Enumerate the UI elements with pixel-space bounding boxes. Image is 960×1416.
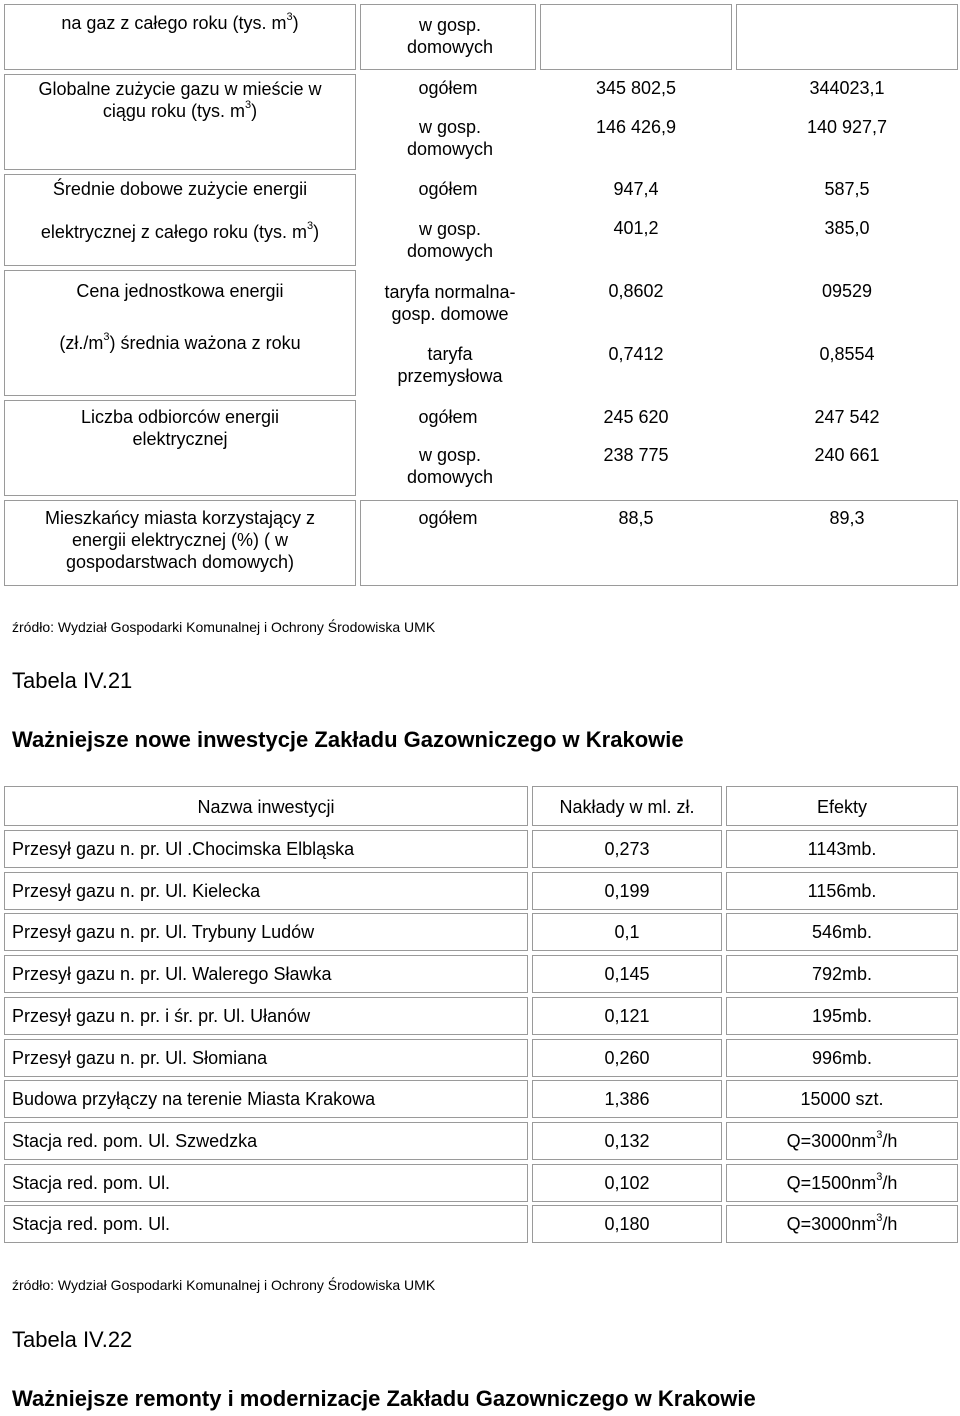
row-sub-label: ogółem xyxy=(418,179,478,199)
value-cell: 401,2 xyxy=(613,218,659,238)
source-note: źródło: Wydział Gospodarki Komunalnej i Ochrony Środowiska UMK xyxy=(12,619,436,635)
investment-effect-cell: 996mb. xyxy=(811,1048,873,1068)
row-label-consumers: Liczba odbiorców energii elektrycznej xyxy=(80,407,280,449)
row-label-gas-year: na gaz z całego roku (tys. $m^3$) xyxy=(61,11,299,33)
header-effect: Efekty xyxy=(816,797,868,817)
investment-name-cell: Przesył gazu n. pr. Ul. Kielecka xyxy=(12,881,261,901)
table-cell xyxy=(540,4,732,70)
investment-cost-cell: 0,180 xyxy=(604,1214,650,1234)
row-sub-label: w gosp. domowych xyxy=(406,445,494,487)
row-label-avg-energy: Średnie dobowe zużycie energii elektrycznej z całego roku (tys. $m^3$) xyxy=(40,179,320,242)
investment-cost-cell: 0,199 xyxy=(604,881,650,901)
investment-name-cell: Budowa przyłączy na terenie Miasta Krakowa xyxy=(12,1089,376,1109)
value-cell: 245 620 xyxy=(603,407,669,427)
investment-name-cell: Przesył gazu n. pr. Ul. Słomiana xyxy=(12,1048,268,1068)
value-cell: 344023,1 xyxy=(809,78,885,98)
value-cell: 0,7412 xyxy=(608,344,664,364)
investment-cost-cell: 0,121 xyxy=(604,1006,650,1026)
investment-name-cell: Stacja red. pom. Ul. xyxy=(12,1173,171,1193)
investment-name-cell: Przesył gazu n. pr. Ul. Walerego Sławka xyxy=(12,964,332,984)
value-cell: 0,8554 xyxy=(819,344,875,364)
table-title: Ważniejsze remonty i modernizacje Zakładu Gazowniczego w Krakowie xyxy=(12,1386,756,1411)
investment-name-cell: Stacja red. pom. Ul. xyxy=(12,1214,171,1234)
investment-cost-cell: 0,273 xyxy=(604,839,650,859)
investment-effect-cell: 15000 szt. xyxy=(800,1089,884,1109)
row-label-residents: Mieszkańcy miasta korzystający z energii elektrycznej (%) ( w gospodarstwach domowych) xyxy=(44,508,316,572)
row-sub-label: taryfa normalna-gosp. domowe xyxy=(384,282,516,324)
investment-name-cell: Przesył gazu n. pr. Ul .Chocimska Elbląska xyxy=(12,839,355,859)
investment-effect-cell: $Q=3000nm^3/h$ xyxy=(786,1212,898,1234)
investment-cost-cell: 0,102 xyxy=(604,1173,650,1193)
investment-effect-cell: 195mb. xyxy=(811,1006,873,1026)
value-cell: 385,0 xyxy=(824,218,870,238)
investment-cost-cell: 0,132 xyxy=(604,1131,650,1151)
source-note: źródło: Wydział Gospodarki Komunalnej i Ochrony Środowiska UMK xyxy=(12,1277,436,1293)
value-cell: 240 661 xyxy=(814,445,880,465)
header-name: Nazwa inwestycji xyxy=(197,797,335,817)
row-sub-label: ogółem xyxy=(418,407,478,427)
value-cell: 89,3 xyxy=(829,508,865,528)
row-sub-label: w gosp. domowych xyxy=(406,15,494,57)
investment-cost-cell: 1,386 xyxy=(604,1089,650,1109)
investment-cost-cell: 0,145 xyxy=(604,964,650,984)
investment-effect-cell: 1156mb. xyxy=(807,881,877,901)
value-cell: 247 542 xyxy=(814,407,880,427)
investment-effect-cell: 792mb. xyxy=(811,964,873,984)
table-cell xyxy=(736,4,958,70)
table-title: Ważniejsze nowe inwestycje Zakładu Gazowniczego w Krakowie xyxy=(12,727,684,752)
investment-name-cell: Przesył gazu n. pr. i śr. pr. Ul. Ułanów xyxy=(12,1006,311,1026)
row-sub-label: ogółem xyxy=(418,508,478,528)
value-cell: 0,8602 xyxy=(608,281,664,301)
row-sub-label: taryfa przemysłowa xyxy=(397,344,503,386)
value-cell: 146 426,9 xyxy=(595,117,677,137)
row-sub-label: w gosp. domowych xyxy=(406,117,494,159)
table-label: Tabela IV.22 xyxy=(12,1327,133,1352)
row-sub-label: w gosp. domowych xyxy=(406,219,494,261)
value-cell: 947,4 xyxy=(613,179,659,199)
row-label-global-gas: Globalne zużycie gazu w mieście w ciągu roku (tys. $m^3$) xyxy=(38,79,322,121)
investment-cost-cell: 0,1 xyxy=(614,922,640,942)
value-cell: 345 802,5 xyxy=(595,78,677,98)
investment-cost-cell: 0,260 xyxy=(604,1048,650,1068)
investment-name-cell: Stacja red. pom. Ul. Szwedzka xyxy=(12,1131,258,1151)
row-sub-label: ogółem xyxy=(418,78,478,98)
table-label: Tabela IV.21 xyxy=(12,668,133,693)
value-cell: 238 775 xyxy=(603,445,669,465)
header-cost: Nakłady w ml. zł. xyxy=(559,797,695,817)
investment-effect-cell: $Q=3000nm^3/h$ xyxy=(786,1129,898,1151)
value-cell: 140 927,7 xyxy=(806,117,888,137)
row-label-unit-price: Cena jednostkowa energii $(zł./m^3)$ średnia ważona z roku xyxy=(59,281,301,353)
value-cell: 88,5 xyxy=(618,508,654,528)
investment-name-cell: Przesył gazu n. pr. Ul. Trybuny Ludów xyxy=(12,922,315,942)
value-cell: 587,5 xyxy=(824,179,870,199)
value-cell: 09529 xyxy=(821,281,873,301)
investment-effect-cell: 546mb. xyxy=(811,922,873,942)
investment-effect-cell: 1143mb. xyxy=(807,839,877,859)
investment-effect-cell: $Q=1500nm^3/h$ xyxy=(786,1171,898,1193)
